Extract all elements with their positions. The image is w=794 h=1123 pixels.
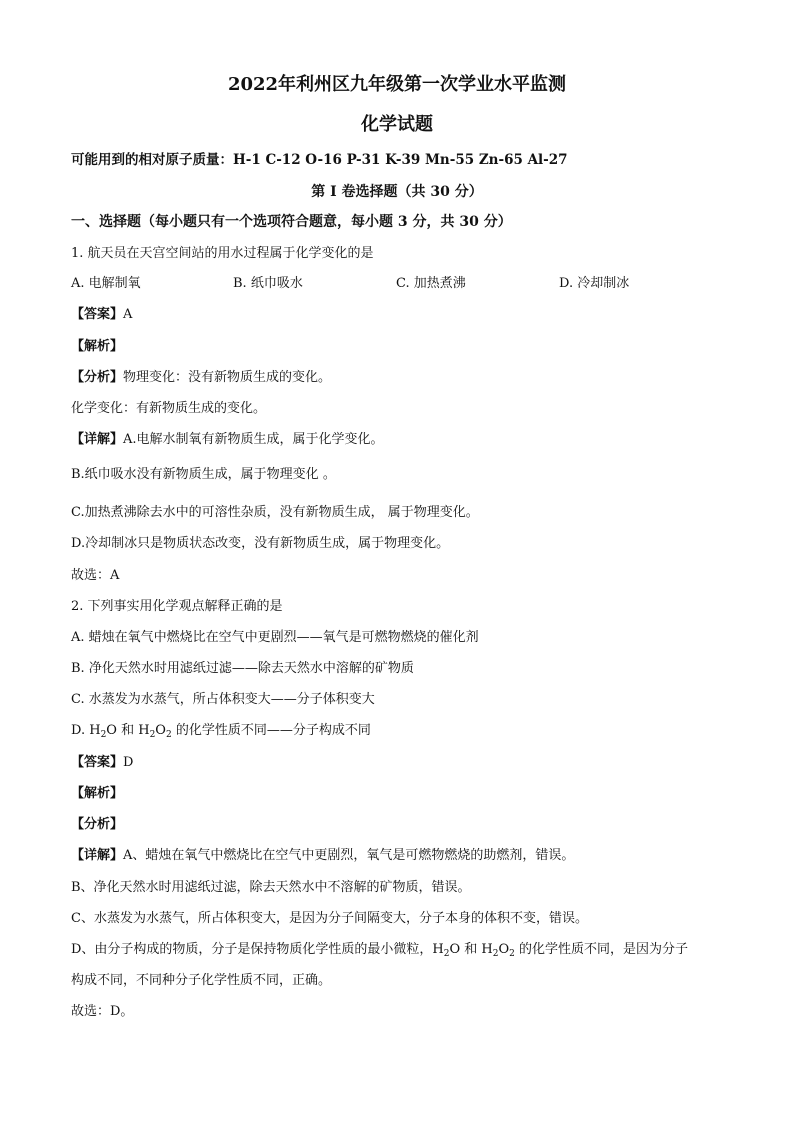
q2-detail-label: 【详解】	[71, 848, 124, 863]
exam-subject: 化学试题	[361, 114, 433, 135]
q2-option-b: B. 净化天然水时用滤纸过滤——除去天然水中溶解的矿物质	[71, 661, 414, 676]
q1-answer	[71, 306, 132, 324]
q1-detail-a-text: A.电解水制氧有新物质生成，属于化学变化。	[123, 432, 384, 447]
q1-option-b: B. 纸巾吸水	[233, 276, 303, 291]
q1-stem: 1. 航天员在天宫空间站的用水过程属于化学变化的是	[71, 246, 374, 261]
q2-answer	[71, 754, 133, 772]
q2-answer-value: D	[123, 755, 134, 770]
q1-fenxi-label: 【分析】	[71, 370, 124, 385]
q1-analysis-label: 【解析】	[71, 339, 124, 354]
q2-option-c: C. 水蒸发为水蒸气，所占体积变大——分子体积变大	[71, 692, 375, 707]
q2-option-a: A. 蜡烛在氧气中燃烧比在空气中更剧烈——氧气是可燃物燃烧的催化剂	[71, 630, 479, 645]
q1-answer-value: A	[123, 307, 133, 322]
q1-choice: 故选：A	[71, 568, 120, 583]
q1-detail-a	[71, 431, 384, 449]
q2-detail-d-line2: 构成不同，不同种分子化学性质不同，正确。	[71, 973, 332, 988]
atomic-masses: 可能用到的相对原子质量：H-1 C-12 O-16 P-31 K-39 Mn-55 Zn-65 Al-27	[71, 152, 568, 168]
q2-detail-d: D、由分子构成的物质，分子是保持物质化学性质的最小微粒，$H_2O$ 和 $H_2O_2$ 的化学性质不同，是因为分子	[71, 942, 689, 959]
part1-heading: 第 I 卷选择题（共 30 分）	[311, 184, 483, 200]
section1-heading: 一、选择题（每小题只有一个选项符合题意，每小题 3 分，共 30 分）	[71, 214, 512, 230]
q1-fenxi	[71, 369, 331, 387]
q1-answer-label: 【答案】	[71, 307, 124, 322]
q2-detail-a-text: A、蜡烛在氧气中燃烧比在空气中更剧烈，氧气是可燃物燃烧的助燃剂，错误。	[123, 848, 575, 863]
q1-detail-c: C.加热煮沸除去水中的可溶性杂质，没有新物质生成， 属于物理变化。	[71, 505, 479, 520]
q2-detail-b: B、净化天然水时用滤纸过滤，除去天然水中不溶解的矿物质，错误。	[71, 880, 471, 895]
q2-choice: 故选：D。	[71, 1004, 134, 1019]
q2-analysis-label: 【解析】	[71, 786, 124, 801]
q1-option-c: C. 加热煮沸	[396, 276, 466, 291]
q2-detail-a	[71, 847, 574, 865]
q1-detail-d: D.冷却制冰只是物质状态改变，没有新物质生成，属于物理变化。	[71, 536, 450, 551]
q2-answer-label: 【答案】	[71, 755, 124, 770]
exam-title: 2022年利州区九年级第一次学业水平监测	[227, 74, 567, 95]
q2-fenxi-label: 【分析】	[71, 817, 124, 832]
q2-detail-c: C、水蒸发为水蒸气，所占体积变大，是因为分子间隔变大，分子本身的体积不变，错误。	[71, 911, 588, 926]
q1-chem-change: 化学变化：有新物质生成的变化。	[71, 401, 267, 416]
q2-option-d: D. $H_2O$ 和 $H_2O_2$ 的化学性质不同——分子构成不同	[71, 723, 371, 740]
q1-detail-label: 【详解】	[71, 432, 124, 447]
q1-option-d: D. 冷却制冰	[559, 276, 630, 291]
q1-detail-b: B.纸巾吸水没有新物质生成，属于物理变化 。	[71, 467, 336, 482]
q1-fenxi-text: 物理变化：没有新物质生成的变化。	[123, 370, 332, 385]
q2-stem: 2. 下列事实用化学观点解释正确的是	[71, 599, 283, 614]
q1-option-a: A. 电解制氧	[71, 276, 141, 291]
